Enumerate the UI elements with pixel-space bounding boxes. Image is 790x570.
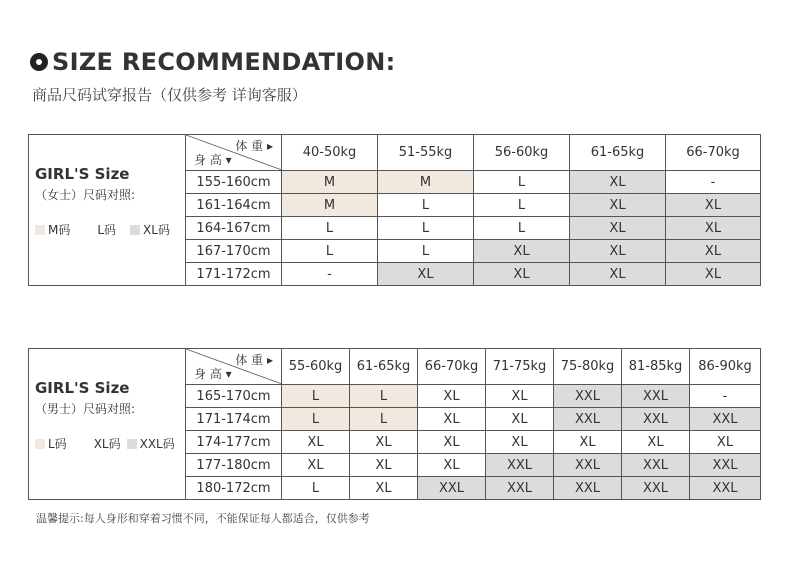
height-row-label: 180-172cm xyxy=(186,477,282,500)
size-cell: XL xyxy=(486,408,554,431)
weight-header: 55-60kg xyxy=(282,349,350,385)
weight-header: 61-65kg xyxy=(570,135,666,171)
legend-item: XXL码 xyxy=(127,435,175,452)
height-row-label: 174-177cm xyxy=(186,431,282,454)
size-cell: L xyxy=(350,385,418,408)
size-cell: L xyxy=(282,385,350,408)
size-cell: L xyxy=(474,217,570,240)
size-cell: - xyxy=(666,171,761,194)
weight-label: 体 重 ▸ xyxy=(235,139,273,153)
size-cell: XL xyxy=(378,263,474,286)
size-cell: L xyxy=(282,217,378,240)
height-row-label: 177-180cm xyxy=(186,454,282,477)
legend-swatch xyxy=(130,225,140,235)
size-cell: XL xyxy=(474,240,570,263)
size-cell: XXL xyxy=(622,385,690,408)
size-cell: XL xyxy=(666,240,761,263)
height-row-label: 165-170cm xyxy=(186,385,282,408)
size-table-women xyxy=(28,134,761,286)
height-row-label: 167-170cm xyxy=(186,240,282,263)
size-cell: XL xyxy=(570,171,666,194)
height-label: 身 高 ▾ xyxy=(194,367,232,381)
disc-icon xyxy=(30,53,48,71)
size-cell: XL xyxy=(282,431,350,454)
legend xyxy=(35,435,189,452)
size-cell: XL xyxy=(666,263,761,286)
legend-item: XL码 xyxy=(81,435,121,452)
size-cell: XXL xyxy=(622,454,690,477)
size-cell: L xyxy=(474,194,570,217)
weight-label: 体 重 ▸ xyxy=(235,353,273,367)
size-cell: XL xyxy=(486,431,554,454)
legend-swatch xyxy=(127,439,137,449)
size-cell: XL xyxy=(666,194,761,217)
page-title: SIZE RECOMMENDATION: xyxy=(52,48,396,76)
height-label: 身 高 ▾ xyxy=(194,153,232,167)
size-cell: - xyxy=(282,263,378,286)
table-legend-cell xyxy=(29,349,186,500)
size-cell: L xyxy=(282,408,350,431)
header-diagonal-cell xyxy=(186,135,282,171)
size-cell: XL xyxy=(350,477,418,500)
size-cell: XL xyxy=(418,408,486,431)
legend-swatch xyxy=(35,225,45,235)
title-row xyxy=(30,48,396,76)
height-row-label: 161-164cm xyxy=(186,194,282,217)
size-cell: XXL xyxy=(418,477,486,500)
size-cell: XL xyxy=(418,385,486,408)
table-subtitle: （女士）尺码对照: xyxy=(35,188,136,202)
height-row-label: 155-160cm xyxy=(186,171,282,194)
size-cell: L xyxy=(474,171,570,194)
table-legend-cell xyxy=(29,135,186,286)
size-cell: XL xyxy=(282,454,350,477)
size-cell: L xyxy=(378,217,474,240)
height-row-label: 164-167cm xyxy=(186,217,282,240)
weight-header: 51-55kg xyxy=(378,135,474,171)
footer-note: 温馨提示:每人身形和穿着习惯不同，不能保证每人都适合，仅供参考 xyxy=(36,512,370,525)
size-cell: XXL xyxy=(554,385,622,408)
legend-item: M码 xyxy=(35,221,70,238)
legend-item: XL码 xyxy=(130,221,170,238)
size-cell: XL xyxy=(570,240,666,263)
size-cell: XL xyxy=(690,431,761,454)
weight-header: 61-65kg xyxy=(350,349,418,385)
height-row-label: 171-174cm xyxy=(186,408,282,431)
size-cell: XL xyxy=(486,385,554,408)
size-cell: L xyxy=(350,408,418,431)
size-cell: XL xyxy=(570,217,666,240)
size-cell: M xyxy=(378,171,474,194)
header-diagonal-cell xyxy=(186,349,282,385)
size-table-men xyxy=(28,348,761,500)
size-cell: M xyxy=(282,194,378,217)
size-cell: XXL xyxy=(486,454,554,477)
size-cell: XL xyxy=(622,431,690,454)
size-cell: M xyxy=(282,171,378,194)
legend-item: L码 xyxy=(35,435,67,452)
size-cell: XXL xyxy=(622,408,690,431)
size-cell: XXL xyxy=(554,408,622,431)
size-cell: XL xyxy=(418,431,486,454)
weight-header: 66-70kg xyxy=(666,135,761,171)
size-cell: XXL xyxy=(554,454,622,477)
size-cell: XL xyxy=(570,194,666,217)
size-cell: XXL xyxy=(554,477,622,500)
weight-header: 66-70kg xyxy=(418,349,486,385)
page-subtitle: 商品尺码试穿报告（仅供参考 详询客服） xyxy=(32,86,307,104)
size-cell: - xyxy=(690,385,761,408)
weight-header: 71-75kg xyxy=(486,349,554,385)
weight-header: 56-60kg xyxy=(474,135,570,171)
size-cell: XL xyxy=(418,454,486,477)
size-cell: L xyxy=(378,194,474,217)
weight-header: 40-50kg xyxy=(282,135,378,171)
size-cell: XXL xyxy=(486,477,554,500)
weight-header: 81-85kg xyxy=(622,349,690,385)
size-cell: L xyxy=(378,240,474,263)
legend xyxy=(35,221,184,238)
size-cell: XL xyxy=(474,263,570,286)
height-row-label: 171-172cm xyxy=(186,263,282,286)
size-cell: XL xyxy=(350,454,418,477)
legend-swatch xyxy=(81,439,91,449)
size-cell: XL xyxy=(554,431,622,454)
size-cell: XL xyxy=(666,217,761,240)
legend-swatch xyxy=(35,439,45,449)
size-cell: XXL xyxy=(690,408,761,431)
size-cell: XXL xyxy=(690,454,761,477)
weight-header: 75-80kg xyxy=(554,349,622,385)
size-cell: XL xyxy=(350,431,418,454)
weight-header: 86-90kg xyxy=(690,349,761,385)
size-cell: XXL xyxy=(622,477,690,500)
table-title: GIRL'S Size xyxy=(35,379,130,397)
table-title: GIRL'S Size xyxy=(35,165,130,183)
size-cell: L xyxy=(282,477,350,500)
table-subtitle: （男士）尺码对照: xyxy=(35,402,136,416)
legend-item: L码 xyxy=(84,221,116,238)
size-cell: XXL xyxy=(690,477,761,500)
size-cell: L xyxy=(282,240,378,263)
legend-swatch xyxy=(84,225,94,235)
size-cell: XL xyxy=(570,263,666,286)
